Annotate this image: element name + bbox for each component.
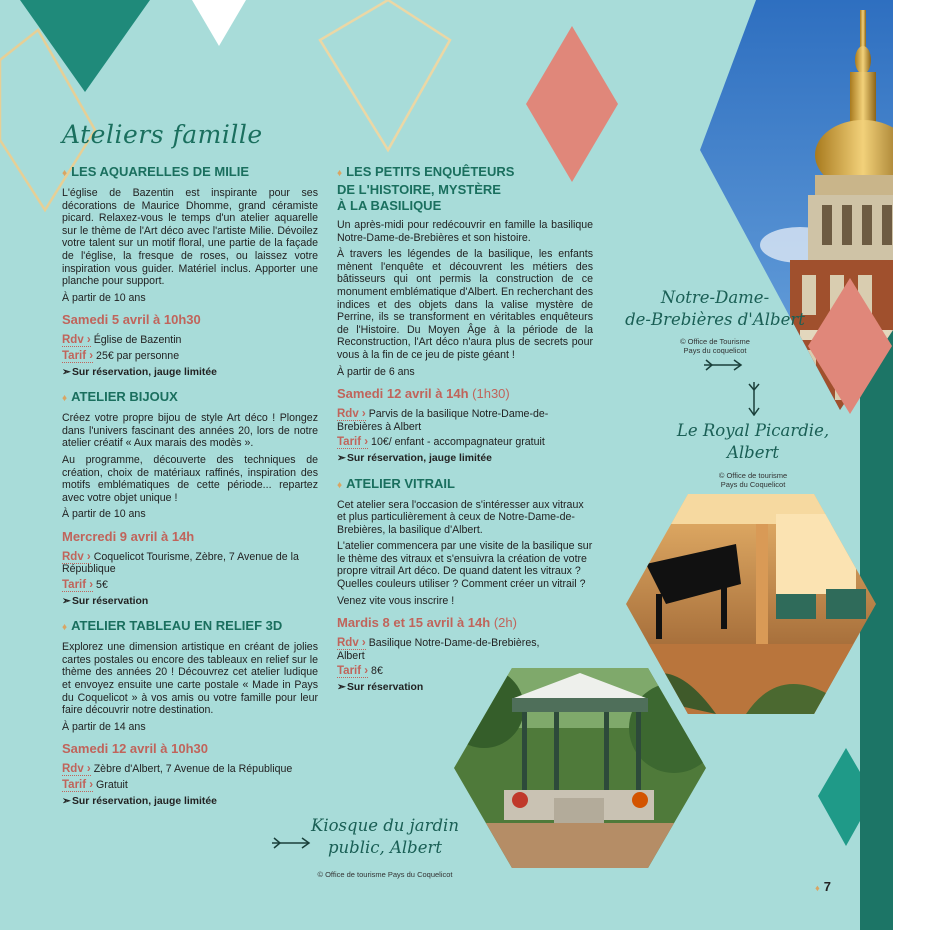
enqueteurs-date: Samedi 12 avril à 14h (1h30) (337, 386, 510, 402)
caption-notre-dame-line1: Notre-Dame- (660, 288, 770, 307)
arrow-icon: ➣ (337, 682, 346, 694)
enqueteurs-age: À partir de 6 ans (337, 365, 415, 378)
enqueteurs-reservation: ➣Sur réservation, jauge limitée (337, 452, 492, 464)
diamond-bullet-icon: ♦ (815, 883, 820, 893)
arrow-icon: ➣ (337, 452, 346, 464)
coral-diamond-top (526, 26, 618, 182)
bijoux-date: Mercredi 9 avril à 14h (62, 528, 195, 544)
gold-diamond-outline-center (320, 0, 450, 150)
vitrail-tarif: Tarif › 8€ (337, 665, 383, 678)
relief-body: Explorez une dimension artistique en créant de jolies cartes postales ou encore des tableaux en relief sur le thème des années 20 ! Découvrez cet atelier ludique et envoyez ensuite une carte postale « Made in Pays du Coquelicot » à vos amis ou votre famille pour leur faire découvrir notre destination. (62, 641, 318, 717)
arrow-icon: ➣ (62, 366, 71, 378)
aquarelles-age: À partir de 10 ans (62, 291, 146, 304)
enqueteurs-tarif: Tarif › 10€/ enfant - accompagnateur gratuit (337, 436, 545, 449)
credit-kiosque: © Office de tourisme Pays du Coquelicot (317, 870, 453, 879)
aquarelles-title: ♦ LES AQUARELLES DE MILIE (62, 164, 250, 179)
white-triangle-top (192, 0, 246, 46)
basilica-illustration (690, 0, 893, 420)
page-number: ♦ 7 (815, 879, 831, 894)
caption-notre-dame (620, 287, 810, 331)
caption-notre-dame-line2: de-Brebières d'Albert (625, 310, 805, 329)
arrow-down-icon (747, 382, 761, 416)
diamond-bullet-icon: ♦ (337, 168, 343, 179)
bijoux-title: ♦ ATELIER BIJOUX (62, 389, 178, 405)
vitrail-rdv: Rdv › Basilique Notre-Dame-de-Brebières, Albert (337, 637, 540, 662)
caption-kiosque-line1: Kiosque du jardin (311, 816, 459, 835)
aquarelles-tarif: Tarif › 25€ par personne (62, 349, 180, 362)
enqueteurs-rdv: Rdv › Parvis de la basilique Notre-Dame-de-Brebières à Albert (337, 408, 549, 433)
diamond-bullet-icon: ♦ (62, 622, 68, 634)
teal-triangle-top-left (20, 0, 150, 92)
enqueteurs-title: ♦ LES PETITS ENQUÊTEURS DE L'HISTOIRE, MYSTÈRE À LA BASILIQUE (337, 164, 515, 213)
relief-title: ♦ ATELIER TABLEAU EN RELIEF 3D (62, 618, 283, 634)
aquarelles-rdv: Rdv › Église de Bazentin (62, 334, 182, 347)
vitrail-body-2: L'atelier commencera par une visite de la basilique sur le thème des vitraux et s'ensuivra la création de votre propre vitrail Art déco. De quand datent les vitraux ? Quelles couleurs utiliser ? Comment créer un vitrail ? (337, 540, 593, 591)
bijoux-body-1: Créez votre propre bijou de style Art déco ! Plongez dans l'univers fascinant des années 20, lors de notre atelier créatif « Aux marais des modès ». (62, 412, 318, 450)
relief-tarif: Tarif › Gratuit (62, 779, 128, 791)
column-middle (337, 162, 593, 705)
bijoux-rdv: Rdv › Coquelicot Tourisme, Zèbre, 7 Avenue de la République (62, 550, 299, 576)
arrow-icon: ➣ (62, 595, 71, 607)
relief-date: Samedi 12 avril à 10h30 (62, 741, 208, 757)
bijoux-tarif: Tarif › 5€ (62, 579, 108, 592)
column-left (62, 162, 318, 818)
caption-royal (668, 420, 838, 464)
caption-kiosque (300, 815, 470, 859)
arrow-right-icon (272, 836, 312, 850)
credit-notre-dame: © Office de Tourisme Pays du coquelicot (680, 337, 750, 355)
vitrail-reservation: ➣Sur réservation (337, 682, 424, 694)
credit-royal: © Office de tourisme Pays du Coquelicot (718, 471, 788, 489)
bijoux-age: À partir de 10 ans (62, 508, 146, 521)
caption-kiosque-line2: public, Albert (327, 838, 443, 857)
diamond-bullet-icon: ♦ (337, 479, 343, 491)
diamond-bullet-icon: ♦ (62, 393, 68, 405)
relief-rdv: Rdv › Zèbre d'Albert, 7 Avenue de la République (62, 763, 293, 776)
arrow-icon: ➣ (62, 795, 71, 807)
vitrail-date: Mardis 8 et 15 avril à 14h (2h) (337, 615, 517, 631)
enqueteurs-body-1: Un après-midi pour redécouvrir en famille la basilique Notre-Dame-de-Brebières et son histoire. (337, 219, 593, 244)
caption-royal-line2: Albert (726, 443, 780, 462)
arrow-right-icon (704, 358, 744, 372)
diamond-bullet-icon: ♦ (62, 168, 68, 179)
basilica-photo (690, 0, 893, 420)
vitrail-title: ♦ ATELIER VITRAIL (337, 475, 455, 491)
relief-reservation: ➣Sur réservation, jauge limitée (62, 795, 217, 807)
vitrail-body-1: Cet atelier sera l'occasion de s'intéresser aux vitraux et plus particulièrement à ceux de Notre-Dame-de-Brebières, la basilique d'Albert. (337, 498, 584, 536)
bijoux-reservation: ➣Sur réservation (62, 595, 149, 607)
aquarelles-date: Samedi 5 avril à 10h30 (62, 312, 201, 328)
enqueteurs-body-2: À travers les légendes de la basilique, les enfants mènent l'enquête et découvrent les métiers des bâtisseurs qui ont permis la construction de ce monument emblématique d'Albert. En recherchant des indices et des objets dans la valise mystère de Perrine, ils se transforment en véritables enquêteurs de l'Histoire. Du Moyen Âge à la période de la Reconstruction, l'Art déco n'aura plus de secrets pour vous à la fin de ce jeu de piste géant ! (337, 248, 593, 361)
vitrail-body-3: Venez vite vous inscrire ! (337, 594, 455, 607)
caption-royal-line1: Le Royal Picardie, (676, 421, 830, 440)
section-title: Ateliers famille (62, 120, 263, 149)
bijoux-body-2: Au programme, découverte des techniques de création, choix de matériaux raffinés, inspiration des motifs emblématiques de cette période... repartez avec votre objet unique ! (62, 453, 318, 504)
aquarelles-reservation: ➣Sur réservation, jauge limitée (62, 366, 217, 378)
aquarelles-body: L'église de Bazentin est inspirante pour ses décorations de Maurice Dhomme, grand céramiste picard. Relaxez-vous le temps d'un atelier aquarelle sur le thème de l'Art déco avec l'artiste Milie. Dévoilez votre talent sur un motif floral, une partie de la façade de l'église, la fresque de roses, ou laissez votre inspiration vous guider. Matériel inclus. Apporter une planche pour support. (62, 187, 318, 288)
relief-age: À partir de 14 ans (62, 720, 146, 733)
